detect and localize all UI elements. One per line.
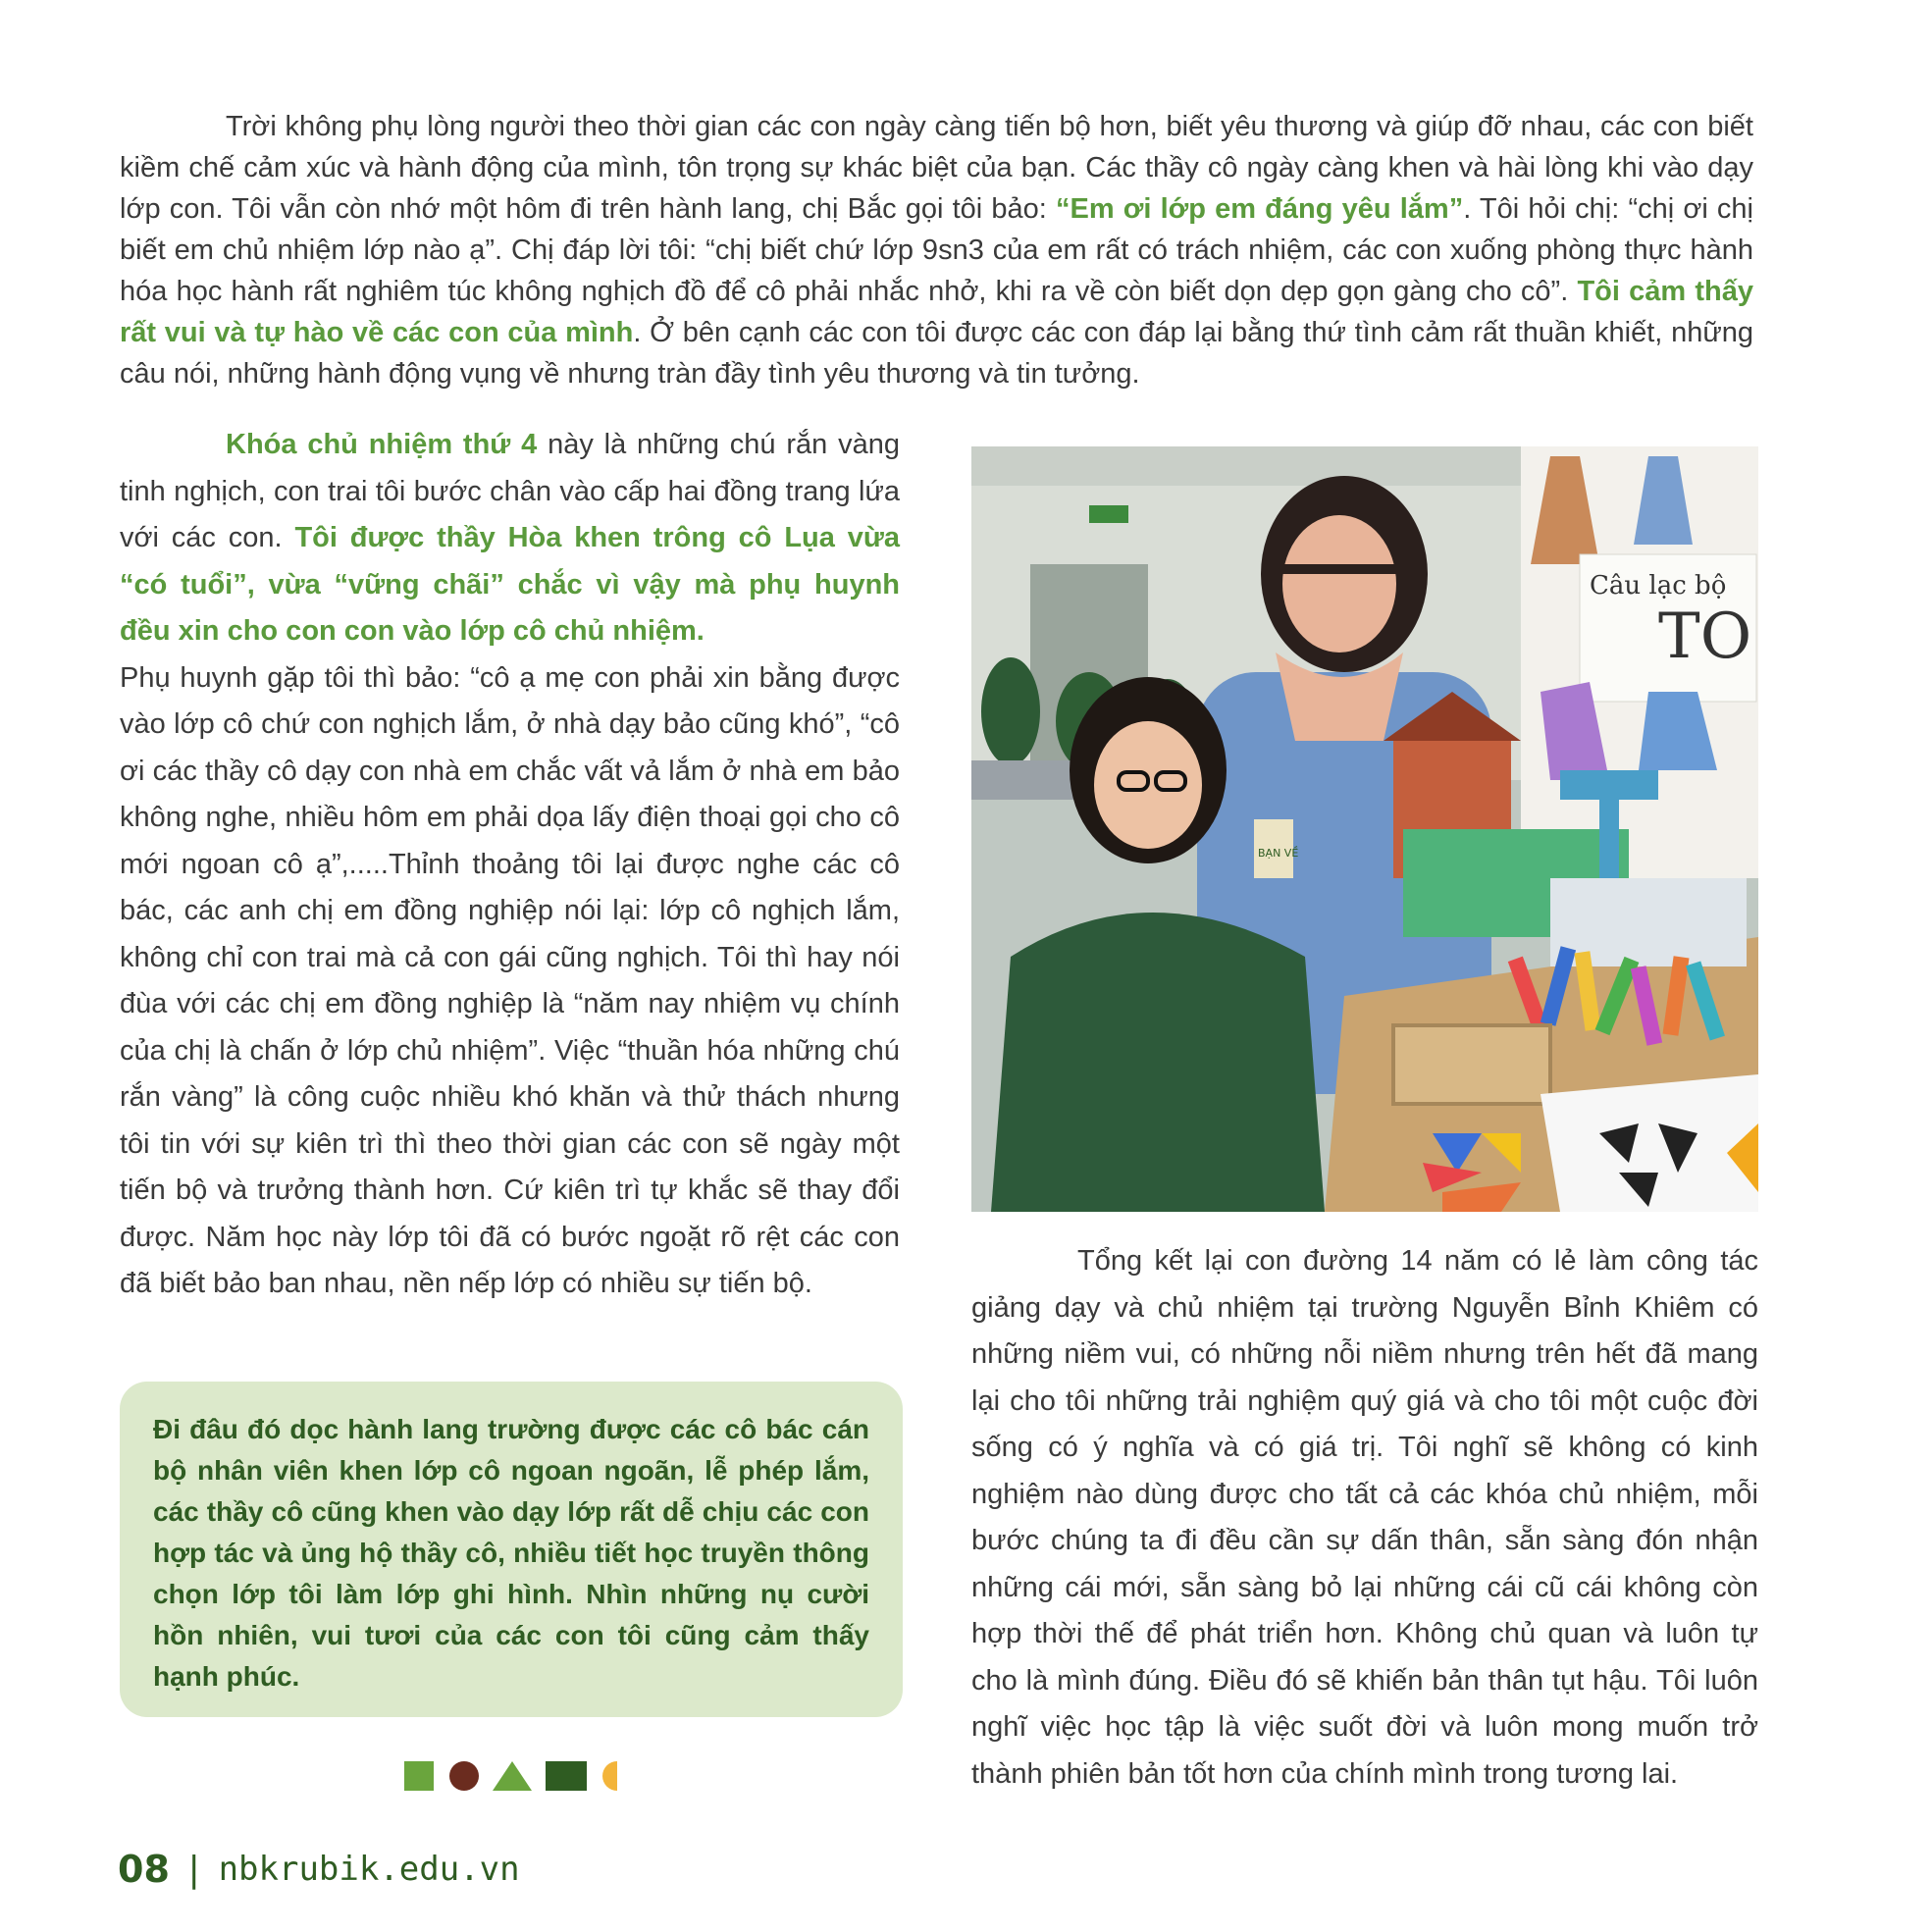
board-letters: TO <box>1658 600 1752 673</box>
left-paragraph-1 <box>120 422 900 655</box>
intro-highlight-2: Tôi cảm thấy rất vui và tự hào về các con của mình <box>120 276 1753 348</box>
photo-illustration <box>971 446 1758 1212</box>
footer-separator: | <box>183 1849 205 1890</box>
intro-text-2: . Tôi hỏi chị: “chị ơi chị biết em chủ nhiệm lớp nào ạ”. Chị đáp lời tôi: “chị biết chứ lớp 9sn3 của em rất có trách nhiệm, các con xuống phòng thực hành hóa học hành rất nghiêm túc không nghịch đồ để cô phải nhắc nhở, khi ra về còn biết dọn dẹp gọn gàng cho cô”. <box>120 193 1753 307</box>
brown-circle-icon <box>449 1761 479 1791</box>
lanyard-text: BẠN VỀ <box>1258 847 1299 860</box>
right-column-paragraph <box>971 1238 1758 1798</box>
classroom-photo <box>971 446 1758 1212</box>
intro-text-3: . Ở bên cạnh các con tôi được các con đáp lại bằng thứ tình cảm rất thuần khiết, những câu nói, những hành động vụng về nhưng tràn đầy tình yêu thương và tin tưởng. <box>120 317 1753 390</box>
board-title: Câu lạc bộ <box>1590 571 1727 600</box>
intro-text-1: Trời không phụ lòng người theo thời gian các con ngày càng tiến bộ hơn, biết yêu thương và giúp đỡ nhau, các con biết kiềm chế cảm xúc và hành động của mình, tôn trọng sự khác biệt của bạn. Các thầy cô ngày càng khen và hài lòng khi vào dạy lớp con. Tôi vẫn còn nhớ một hôm đi trên hành lang, chị Bắc gọi tôi bảo: <box>120 111 1753 225</box>
page-footer <box>118 1845 520 1894</box>
page-number: 08 <box>118 1848 170 1891</box>
left-paragraph-2: Phụ huynh gặp tôi thì bảo: “cô ạ mẹ con phải xin bằng được vào lớp cô chứ con nghịch lắm, ở nhà dạy bảo cũng khó”, “cô ơi các thầy cô dạy con nhà em chắc vất vả lắm ở nhà em bảo không nghe, nhiều hôm em phải dọa lấy điện thoại gọi cho cô mới ngoan cô ạ”,.....Thỉnh thoảng tôi lại được nghe các cô bác, các anh chị em đồng nghiệp nói lại: lớp cô nghịch lắm, không chỉ con trai mà cả con gái cũng nghịch. Tôi thì hay nói đùa với các chị em đồng nghiệp là “năm nay nhiệm vụ chính của chị là chấn ở lớp chủ nhiệm”. Việc “thuần hóa những chú rắn vàng” là công cuộc nhiều khó khăn và thử thách nhưng tôi tin với sự kiên trì thì theo thời gian các con sẽ ngày một tiến bộ và trưởng thành hơn. Cứ kiên trì tự khắc sẽ thay đổi được. Năm học này lớp tôi đã có bước ngoặt rõ rệt các con đã biết bảo ban nhau, nền nếp lớp có nhiều sự tiến bộ. <box>120 661 900 1299</box>
quote-box <box>120 1382 903 1717</box>
website-link[interactable]: nbkrubik.edu.vn <box>218 1850 520 1889</box>
intro-highlight-1: “Em ơi lớp em đáng yêu lắm” <box>1055 193 1464 225</box>
left-highlight-1: Khóa chủ nhiệm thứ 4 <box>226 429 538 460</box>
yellow-half-circle-icon <box>602 1761 617 1791</box>
left-text-1: này là những chú rắn vàng tinh nghịch, con trai tôi bước chân vào cấp hai đồng trang lứa với các con. <box>120 429 900 553</box>
intro-paragraph <box>120 106 1753 394</box>
left-column <box>120 422 900 1308</box>
right-text: Tổng kết lại con đường 14 năm có lẻ làm công tác giảng dạy và chủ nhiệm tại trường Nguyễn Bỉnh Khiêm có những niềm vui, có những nỗi niềm nhưng trên hết đã mang lại cho tôi những trải nghiệm quý giá và cho tôi một cuộc đời sống có ý nghĩa và có giá trị. Tôi nghĩ sẽ không có kinh nghiệm nào dùng được cho tất cả các khóa chủ nhiệm, mỗi bước chúng ta đi đều cần sự dấn thân, sẵn sàng đón nhận những cái mới, sẵn sàng bỏ lại những cái cũ cái không còn hợp thời thế để phát triển hơn. Không chủ quan và luôn tự cho là mình đúng. Điều đó sẽ khiến bản thân tụt hậu. Tôi luôn nghĩ việc học tập là việc suốt đời và luôn mong muốn trở thành phiên bản tốt hơn của chính mình trong tương lai. <box>971 1245 1758 1790</box>
quote-text: Đi đâu đó dọc hành lang trường được các cô bác cán bộ nhân viên khen lớp cô ngoan ngoãn, lễ phép lắm, các thầy cô cũng khen vào dạy lớp rất dễ chịu các con hợp tác và ủng hộ thầy cô, nhiều tiết học truyền thông chọn lớp tôi làm lớp ghi hình. Nhìn những nụ cười hồn nhiên, vui tươi của các con tôi cũng cảm thấy hạnh phúc. <box>153 1414 869 1692</box>
green-square-icon <box>404 1761 434 1791</box>
decorative-shapes <box>404 1761 620 1793</box>
left-highlight-2: Tôi được thầy Hòa khen trông cô Lụa vừa “có tuổi”, vừa “vững chãi” chắc vì vậy mà phụ huynh đều xin cho con con vào lớp cô chủ nhiệm. <box>120 522 901 647</box>
green-triangle-icon <box>493 1761 532 1791</box>
dark-green-rectangle-icon <box>546 1761 587 1791</box>
